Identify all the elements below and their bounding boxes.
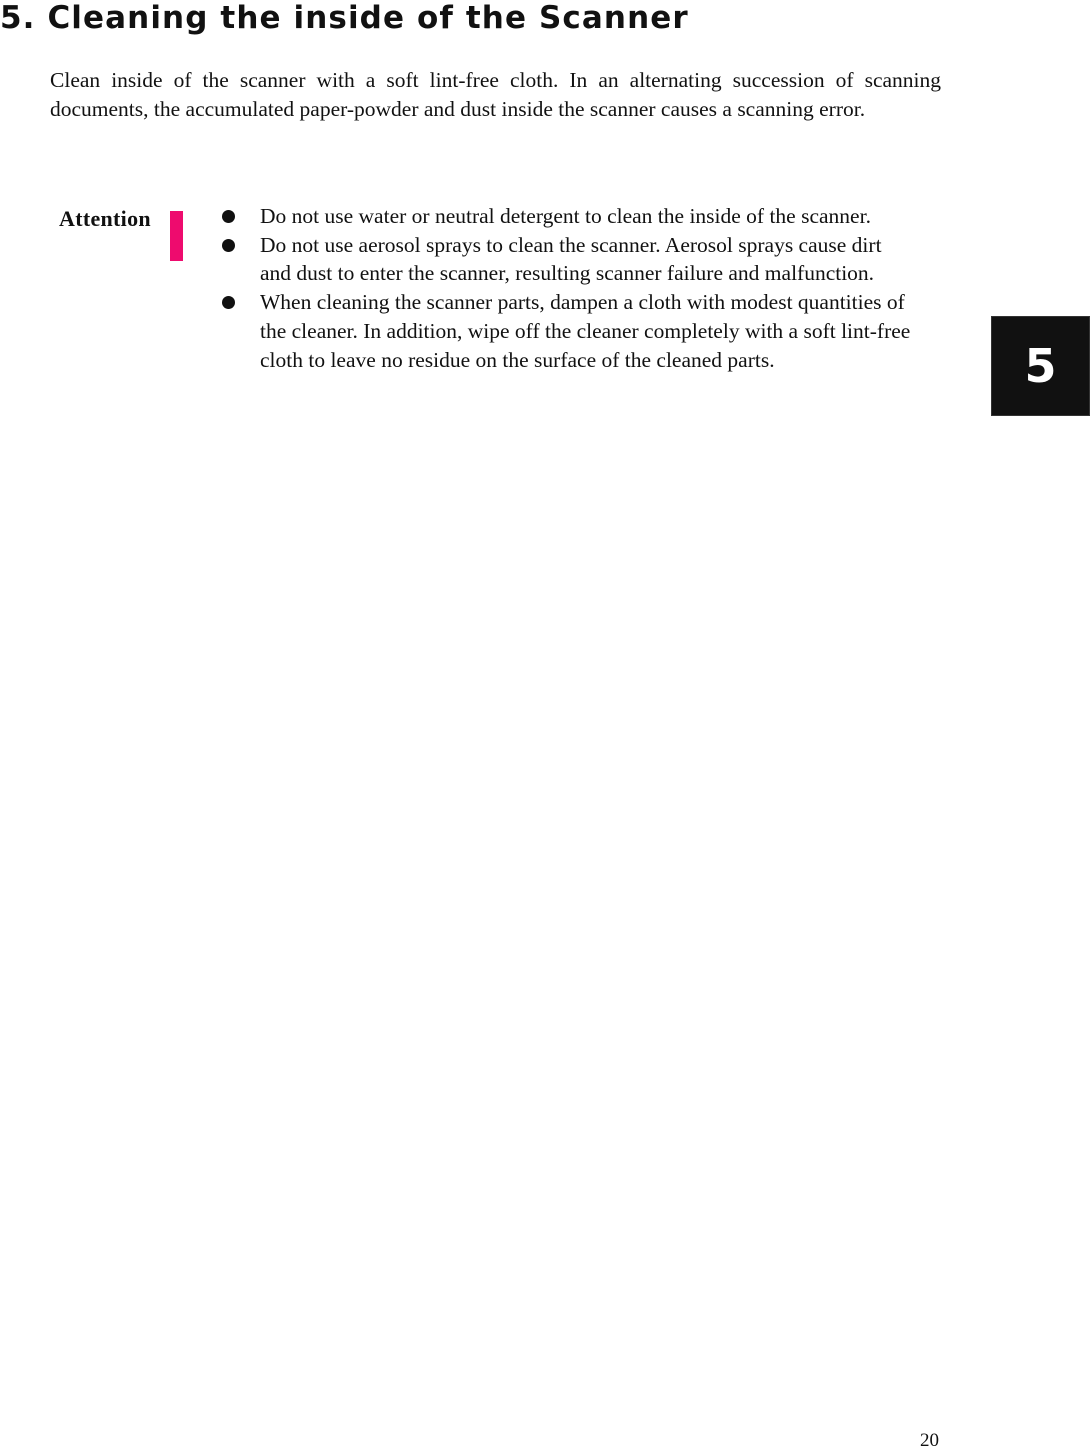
bullet-icon: [222, 239, 235, 252]
section-title: 5. Cleaning the inside of the Scanner: [0, 0, 689, 36]
attention-item-text: Do not use water or neutral detergent to clean the inside of the scanner.: [260, 204, 871, 228]
attention-item: [222, 288, 912, 374]
chapter-tab: [991, 316, 1090, 416]
chapter-tab-label: 5: [1024, 339, 1057, 393]
bullet-icon: [222, 210, 235, 223]
attention-item-text: When cleaning the scanner parts, dampen a cloth with modest quantities of the cleaner. In addition, wipe off the cleaner completely with a soft lint-free cloth to leave no residue on the surface of the cleaned parts.: [260, 290, 911, 372]
attention-list: [222, 202, 912, 374]
attention-marker-bar: [170, 211, 183, 261]
attention-item: [222, 231, 912, 288]
attention-item-text: Do not use aerosol sprays to clean the scanner. Aerosol sprays cause dirt and dust to enter the scanner, resulting scanner failure and malfunction.: [260, 232, 882, 286]
attention-label: Attention: [59, 206, 151, 231]
page-number: 20: [920, 1430, 939, 1451]
intro-paragraph: Clean inside of the scanner with a soft lint-free cloth. In an alternating succession of scanning documents, the accumulated paper-powder and dust inside the scanner causes a scanning error.: [50, 68, 941, 121]
attention-item: [222, 202, 912, 231]
bullet-icon: [222, 296, 235, 309]
